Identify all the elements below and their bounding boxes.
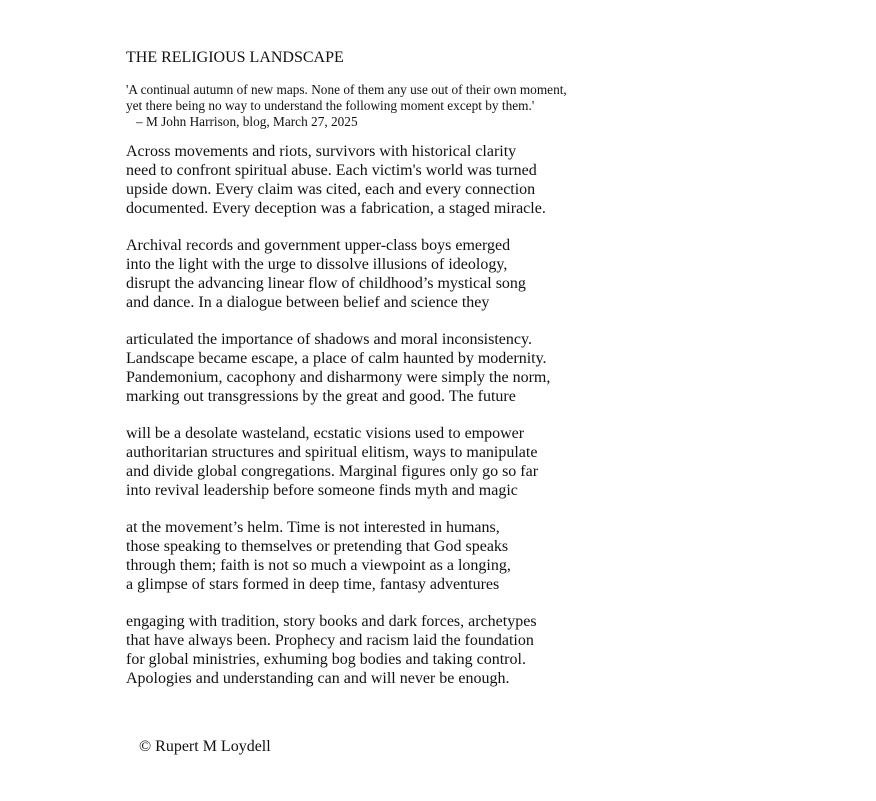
poem-line: that have always been. Prophecy and racism laid the foundation: [126, 632, 534, 649]
poem-line: and divide global congregations. Marginal figures only go so far: [126, 463, 539, 480]
poem-title: THE RELIGIOUS LANDSCAPE: [126, 49, 344, 66]
poem-line: marking out transgressions by the great and good. The future: [126, 388, 516, 405]
poem-line: documented. Every deception was a fabrication, a staged miracle.: [126, 200, 546, 217]
poem-line: Apologies and understanding can and will never be enough.: [126, 670, 510, 687]
poem-line: Landscape became escape, a place of calm haunted by modernity.: [126, 350, 547, 367]
poem-line: a glimpse of stars formed in deep time, fantasy adventures: [126, 576, 500, 593]
stanza-3: [126, 330, 846, 406]
poem-container: [126, 48, 846, 706]
poem-line: disrupt the advancing linear flow of childhood’s mystical song: [126, 275, 526, 292]
epigraph-line: 'A continual autumn of new maps. None of them any use out of their own moment,: [126, 82, 567, 97]
poem-line: will be a desolate wasteland, ecstatic visions used to empower: [126, 425, 525, 442]
poem-line: Across movements and riots, survivors with historical clarity: [126, 143, 517, 160]
stanza-5: [126, 518, 846, 594]
poem-line: through them; faith is not so much a viewpoint as a longing,: [126, 557, 511, 574]
stanza-6: [126, 612, 846, 688]
epigraph-attribution: – M John Harrison, blog, March 27, 2025: [136, 114, 358, 129]
poem-line: for global ministries, exhuming bog bodies and taking control.: [126, 651, 526, 668]
poem-line: Archival records and government upper-class boys emerged: [126, 237, 511, 254]
poem-line: upside down. Every claim was cited, each and every connection: [126, 181, 536, 198]
poem-line: at the movement’s helm. Time is not interested in humans,: [126, 519, 500, 536]
stanza-2: [126, 236, 846, 312]
stanza-4: [126, 424, 846, 500]
epigraph-line: yet there being no way to understand the following moment except by them.': [126, 98, 535, 113]
poem-line: authoritarian structures and spiritual elitism, ways to manipulate: [126, 444, 538, 461]
poem-line: Pandemonium, cacophony and disharmony were simply the norm,: [126, 369, 551, 386]
poem-line: engaging with tradition, story books and dark forces, archetypes: [126, 613, 537, 630]
poem-line: into revival leadership before someone finds myth and magic: [126, 482, 518, 499]
poem-line: articulated the importance of shadows and moral inconsistency.: [126, 331, 532, 348]
poem-line: into the light with the urge to dissolve illusions of ideology,: [126, 256, 508, 273]
epigraph: [126, 82, 846, 130]
poem-line: those speaking to themselves or pretending that God speaks: [126, 538, 509, 555]
stanza-1: [126, 142, 846, 218]
poem-line: need to confront spiritual abuse. Each victim's world was turned: [126, 162, 537, 179]
poem-line: and dance. In a dialogue between belief and science they: [126, 294, 490, 311]
copyright-notice: © Rupert M Loydell: [139, 738, 271, 755]
